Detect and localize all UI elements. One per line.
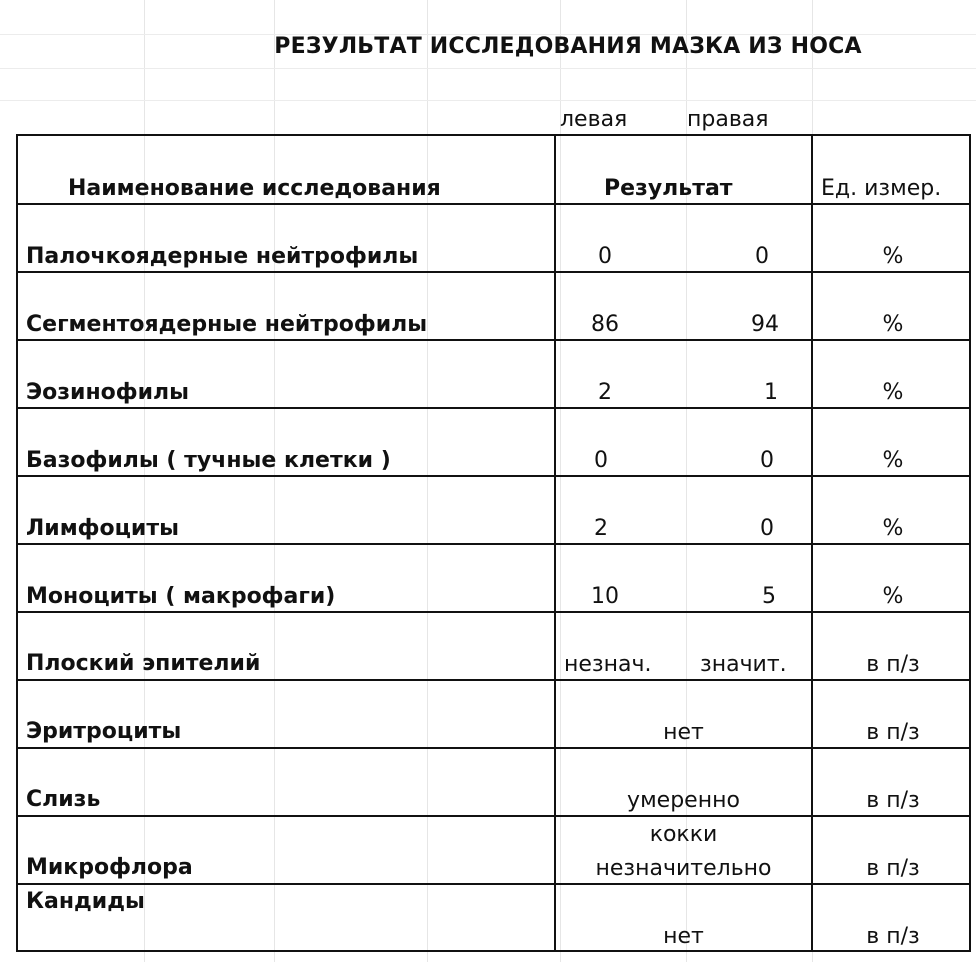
header-unit: Ед. измер. [821, 176, 942, 201]
row-divider [18, 339, 969, 341]
side-label-left: левая [560, 107, 628, 132]
value-left: 2 [594, 516, 608, 541]
value-left: 0 [594, 448, 608, 473]
result-value: умеренно [627, 788, 740, 813]
value-left: 0 [598, 244, 612, 269]
row-divider [18, 747, 969, 749]
unit-value: в п/з [866, 652, 920, 677]
header-name: Наименование исследования [68, 176, 441, 201]
row-name: Эритроциты [26, 719, 182, 744]
result-value: нет [663, 924, 704, 949]
row-name: Слизь [26, 787, 101, 812]
unit-value: в п/з [866, 720, 920, 745]
row-name: Плоский эпителий [26, 651, 261, 676]
unit-value: в п/з [866, 924, 920, 949]
row-divider [18, 271, 969, 273]
row-name: Сегментоядерные нейтрофилы [26, 312, 428, 337]
row-divider [18, 543, 969, 545]
row-divider [18, 815, 969, 817]
grid-line [0, 68, 976, 69]
row-divider [18, 475, 969, 477]
row-divider [18, 883, 969, 885]
row-name: Кандиды [26, 889, 145, 914]
row-divider [18, 407, 969, 409]
results-table [16, 134, 971, 952]
row-divider [18, 203, 969, 205]
value-left: 2 [598, 380, 612, 405]
row-name: Базофилы ( тучные клетки ) [26, 448, 391, 473]
value-left: 86 [591, 312, 619, 337]
unit-value: в п/з [866, 788, 920, 813]
value-left: 10 [591, 584, 619, 609]
unit-value: % [882, 584, 904, 609]
value-right: 0 [760, 516, 774, 541]
value-right: 0 [760, 448, 774, 473]
result-value-line1: кокки [649, 822, 718, 847]
document-title: РЕЗУЛЬТАТ ИССЛЕДОВАНИЯ МАЗКА ИЗ НОСА [274, 34, 862, 59]
header-result: Результат [604, 176, 733, 201]
unit-value: % [882, 312, 904, 337]
side-label-right: правая [687, 107, 769, 132]
result-value-line2: незначительно [595, 856, 772, 881]
unit-value: % [882, 448, 904, 473]
value-right: 5 [762, 584, 776, 609]
result-value: нет [663, 720, 704, 745]
value-right: 94 [751, 312, 779, 337]
row-divider [18, 611, 969, 613]
unit-value: % [882, 516, 904, 541]
unit-value: % [882, 244, 904, 269]
unit-value: в п/з [866, 856, 920, 881]
row-name: Эозинофилы [26, 380, 190, 405]
grid-line [0, 100, 976, 101]
value-left: незнач. [564, 652, 652, 677]
row-name: Палочкоядерные нейтрофилы [26, 244, 419, 269]
row-name: Моноциты ( макрофаги) [26, 584, 336, 609]
row-divider [18, 679, 969, 681]
value-right: значит. [700, 652, 787, 677]
unit-value: % [882, 380, 904, 405]
value-right: 1 [764, 380, 778, 405]
value-right: 0 [755, 244, 769, 269]
row-name: Лимфоциты [26, 516, 179, 541]
row-name: Микрофлора [26, 855, 193, 880]
